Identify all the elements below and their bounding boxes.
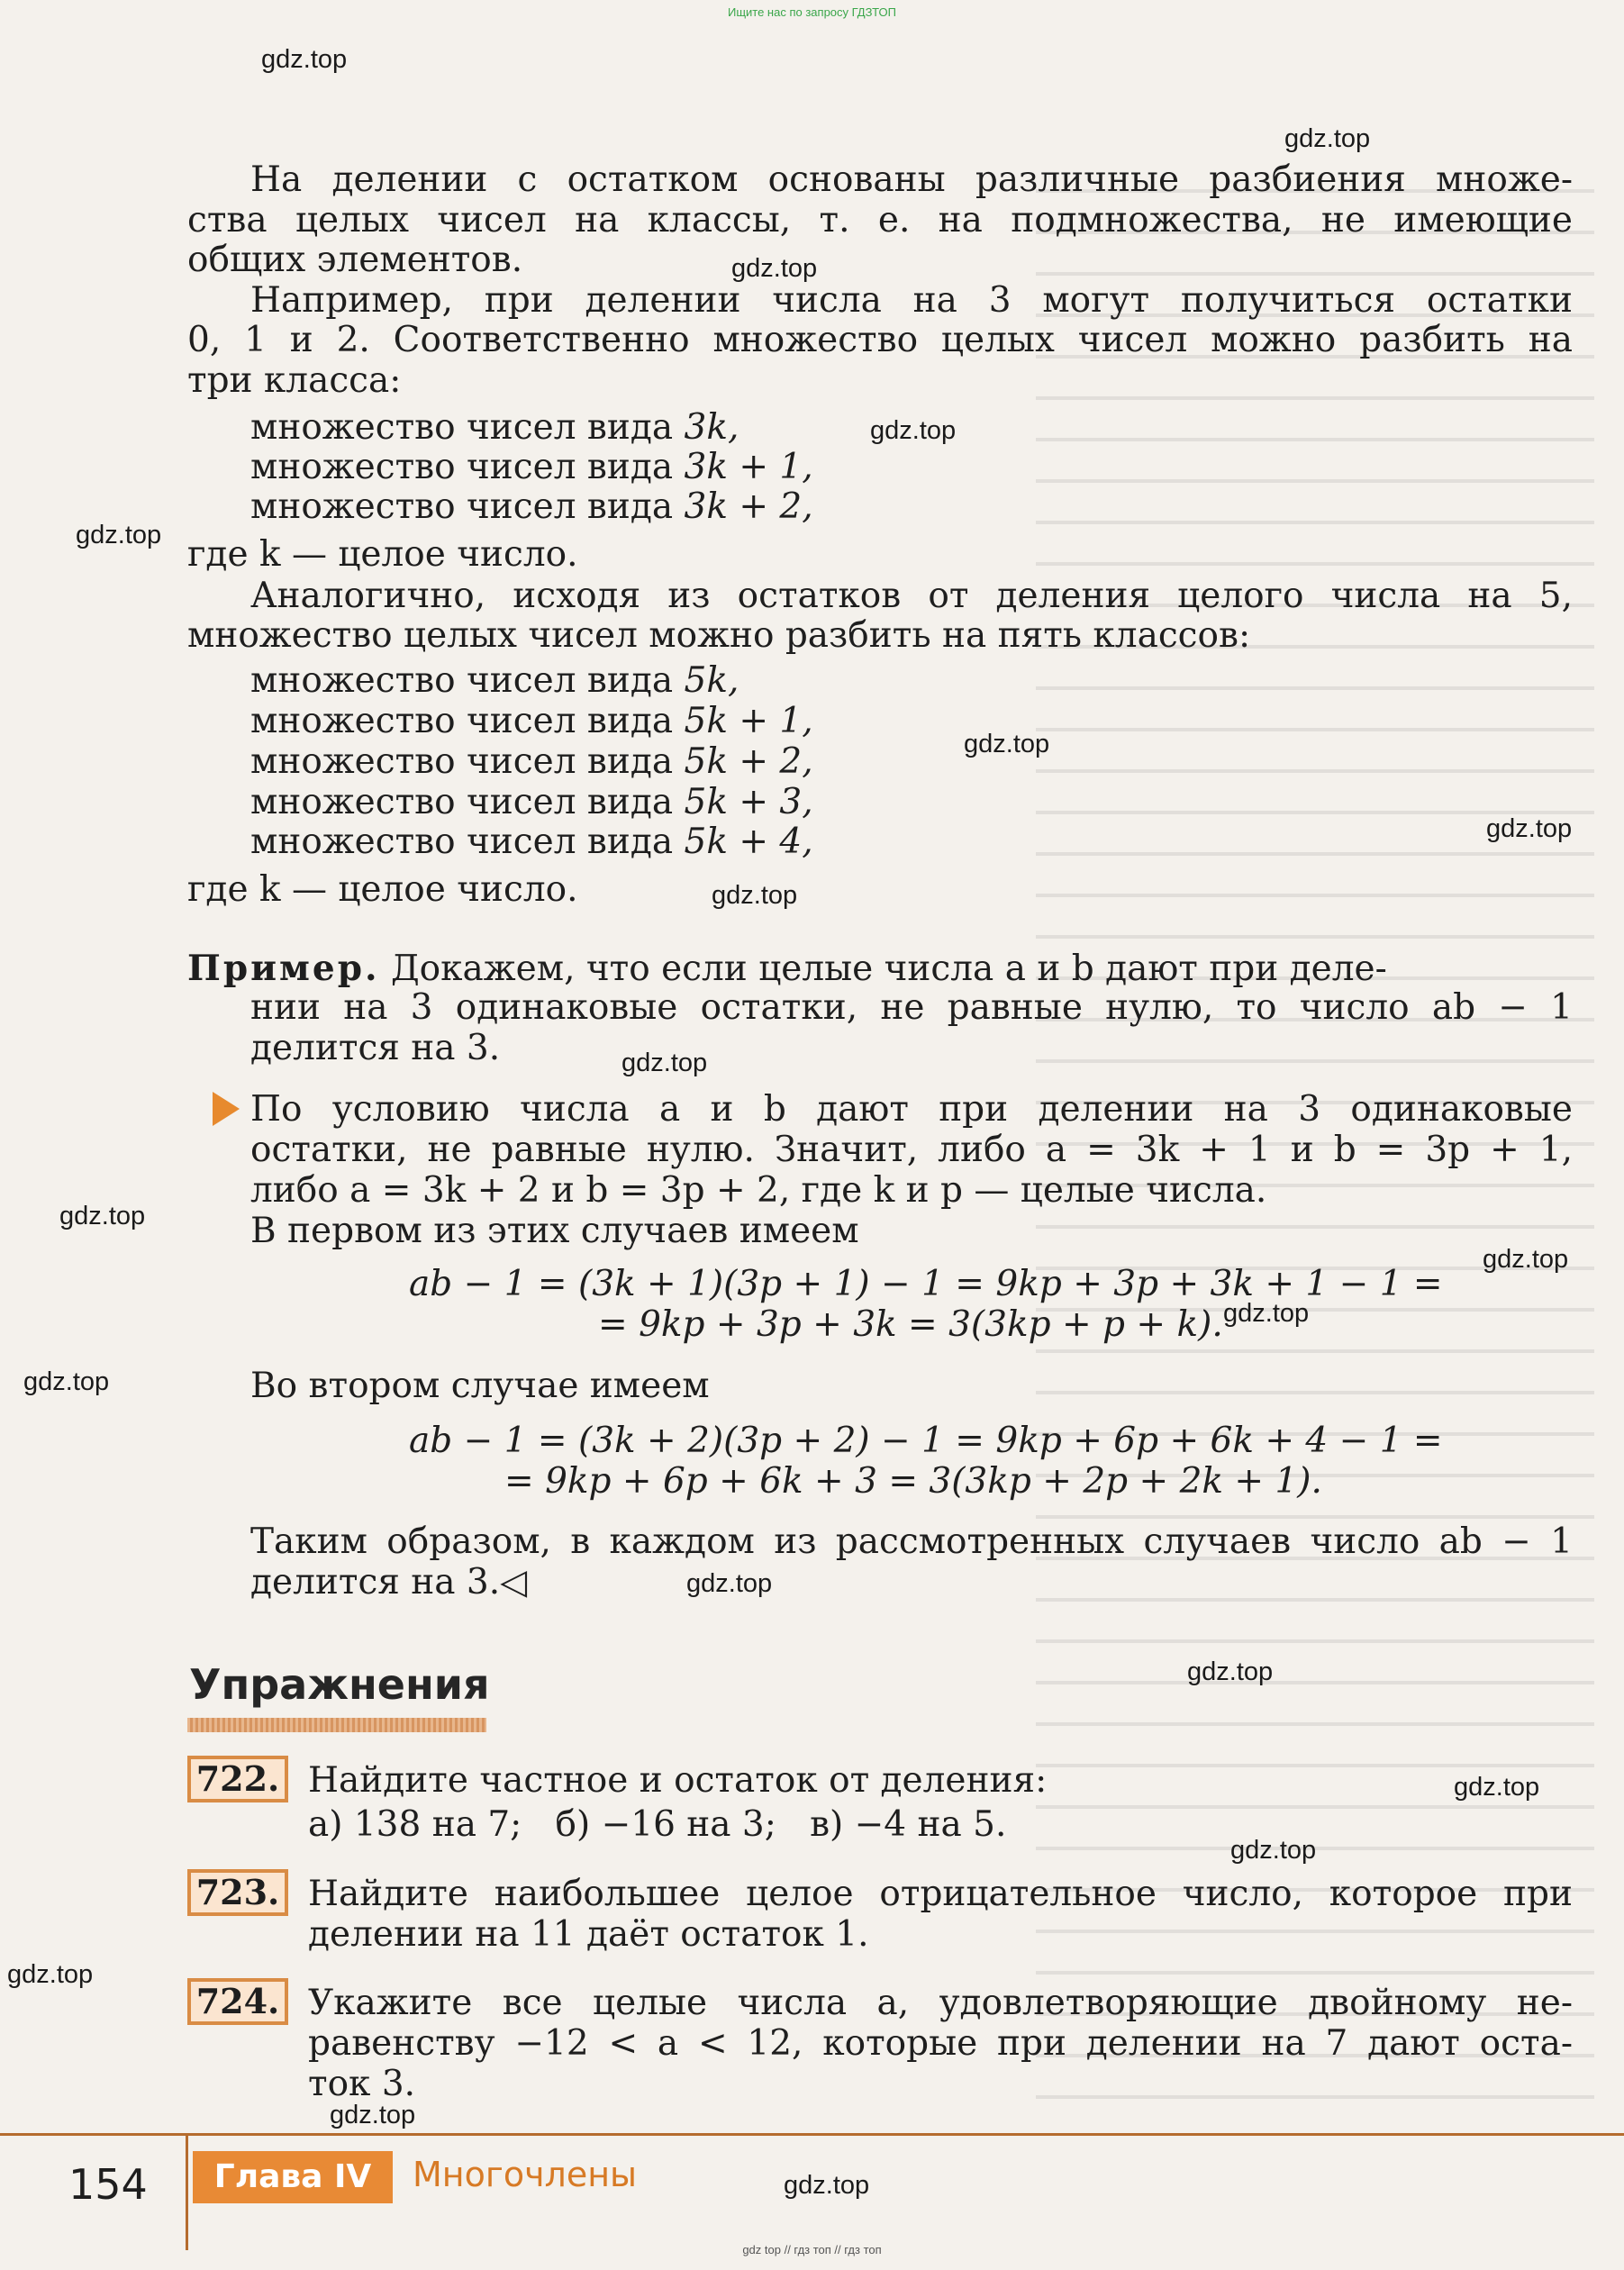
set-prefix: множество чисел вида xyxy=(250,782,674,822)
set-prefix: множество чисел вида xyxy=(250,701,674,741)
set-expr: 3k, xyxy=(684,407,739,448)
heading-underline xyxy=(187,1718,486,1732)
footer-rule xyxy=(0,2133,1624,2136)
set-expr: 3k + 1, xyxy=(684,447,813,487)
text-line: три класса: xyxy=(187,360,402,401)
text-line: ства целых чисел на классы, т. е. на подмножества, не имеющие xyxy=(187,200,1573,241)
chapter-label: Глава IV xyxy=(193,2151,393,2203)
watermark: gdz.top xyxy=(1486,814,1573,843)
equation-line: ab − 1 = (3k + 2)(3p + 2) − 1 = 9kp + 6p + 6k + 4 − 1 = xyxy=(409,1421,1443,1461)
set-expr: 5k + 1, xyxy=(684,701,813,741)
exercise-text: делении на 11 даёт остаток 1. xyxy=(308,1914,869,1955)
set-prefix: множество чисел вида xyxy=(250,822,674,862)
equation-line: ab − 1 = (3k + 1)(3p + 1) − 1 = 9kp + 3p + 3k + 1 − 1 = xyxy=(409,1264,1443,1304)
equation-line: = 9kp + 3p + 3k = 3(3kp + p + k). xyxy=(598,1304,1223,1345)
watermark: gdz.top xyxy=(1454,1773,1540,1802)
set-line xyxy=(250,742,813,782)
page-number: 154 xyxy=(68,2160,148,2209)
watermark: gdz.top xyxy=(621,1049,708,1077)
text-line: где k — целое число. xyxy=(187,534,578,575)
exercise-text: а) 138 на 7; б) −16 на 3; в) −4 на 5. xyxy=(308,1804,1007,1845)
watermark: gdz.top xyxy=(870,416,957,445)
set-prefix: множество чисел вида xyxy=(250,660,674,701)
watermark: gdz.top xyxy=(330,2101,416,2129)
set-prefix: множество чисел вида xyxy=(250,486,674,527)
set-line xyxy=(250,408,739,448)
set-line xyxy=(250,702,813,741)
watermark: gdz.top xyxy=(731,254,818,283)
text-line: Например, при делении числа на 3 могут получиться остатки xyxy=(250,280,1573,321)
exercise-text: Найдите частное и остаток от деления: xyxy=(308,1760,1048,1801)
chapter-title: Многочлены xyxy=(413,2155,638,2194)
footer-divider xyxy=(186,2133,188,2250)
text-line: Таким образом, в каждом из рассмотренных случаев число ab − 1 xyxy=(250,1521,1573,1562)
watermark: gdz.top xyxy=(1187,1657,1274,1686)
example-text: Докажем, что если целые числа a и b дают при деле- xyxy=(390,949,1387,989)
exercise-number: 724. xyxy=(187,1978,288,2025)
text-line: нии на 3 одинаковые остатки, не равные нулю, то число ab − 1 xyxy=(250,987,1573,1028)
set-line xyxy=(250,783,813,822)
set-expr: 5k + 3, xyxy=(684,782,813,822)
text-line: множество целых чисел можно разбить на пять классов: xyxy=(187,615,1251,656)
watermark: gdz.top xyxy=(1284,124,1371,153)
watermark: gdz.top xyxy=(76,521,162,549)
text-line: На делении с остатком основаны различные разбиения множе- xyxy=(250,159,1573,200)
text-line: По условию числа a и b дают при делении на 3 одинаковые xyxy=(250,1089,1573,1130)
exercise-text: равенству −12 < a < 12, которые при делении на 7 дают оста- xyxy=(308,2023,1573,2064)
exercise-text: Укажите все целые числа a, удовлетворяющие двойному не- xyxy=(308,1983,1573,2023)
text-line: остатки, не равные нулю. Значит, либо a = 3k + 1 и b = 3p + 1, xyxy=(250,1130,1573,1170)
set-line xyxy=(250,661,739,701)
set-expr: 5k + 4, xyxy=(684,822,813,862)
set-expr: 5k + 2, xyxy=(684,741,813,782)
set-line xyxy=(250,448,813,487)
set-line xyxy=(250,822,813,862)
text-line: где k — целое число. xyxy=(187,869,578,910)
set-line xyxy=(250,487,813,527)
text-line: делится на 3.◁ xyxy=(250,1562,528,1603)
example-label: Пример. xyxy=(187,948,380,989)
text-line: общих элементов. xyxy=(187,240,523,280)
text-line: 0, 1 и 2. Соответственно множество целых чисел можно разбить на xyxy=(187,320,1573,360)
watermark: gdz.top xyxy=(964,730,1050,758)
watermark: gdz.top xyxy=(1483,1245,1569,1274)
proof-start-triangle-icon xyxy=(213,1092,240,1126)
watermark: gdz.top xyxy=(1223,1299,1310,1328)
watermark: gdz.top xyxy=(7,1960,94,1989)
watermark: gdz.top xyxy=(59,1202,146,1230)
text-line: Аналогично, исходя из остатков от деления целого числа на 5, xyxy=(250,576,1573,616)
text-line: либо a = 3k + 2 и b = 3p + 2, где k и p — целые числа. xyxy=(250,1170,1267,1211)
set-expr: 5k, xyxy=(684,660,739,701)
watermark: gdz.top xyxy=(712,881,798,910)
example-line xyxy=(187,949,1573,989)
set-prefix: множество чисел вида xyxy=(250,447,674,487)
watermark: gdz.top xyxy=(1230,1836,1317,1865)
top-banner: Ищите нас по запросу ГДЗТОП xyxy=(727,5,896,19)
bottom-banner: gdz top // гдз топ // гдз топ xyxy=(742,2243,882,2256)
set-expr: 3k + 2, xyxy=(684,486,813,527)
watermark: gdz.top xyxy=(23,1367,110,1396)
exercise-text: ток 3. xyxy=(308,2064,416,2104)
watermark: gdz.top xyxy=(261,45,348,74)
set-prefix: множество чисел вида xyxy=(250,407,674,448)
watermark: gdz.top xyxy=(784,2171,870,2200)
exercise-text: Найдите наибольшее целое отрицательное число, которое при xyxy=(308,1874,1573,1914)
text-line: делится на 3. xyxy=(250,1028,501,1068)
text-line: В первом из этих случаев имеем xyxy=(250,1211,859,1251)
exercises-heading: Упражнения xyxy=(189,1660,490,1709)
exercise-number: 723. xyxy=(187,1869,288,1916)
equation-line: = 9kp + 6p + 6k + 3 = 3(3kp + 2p + 2k + 1). xyxy=(504,1461,1322,1502)
text-line: Во втором случае имеем xyxy=(250,1366,710,1406)
exercise-number: 722. xyxy=(187,1756,288,1802)
set-prefix: множество чисел вида xyxy=(250,741,674,782)
watermark: gdz.top xyxy=(686,1569,773,1598)
